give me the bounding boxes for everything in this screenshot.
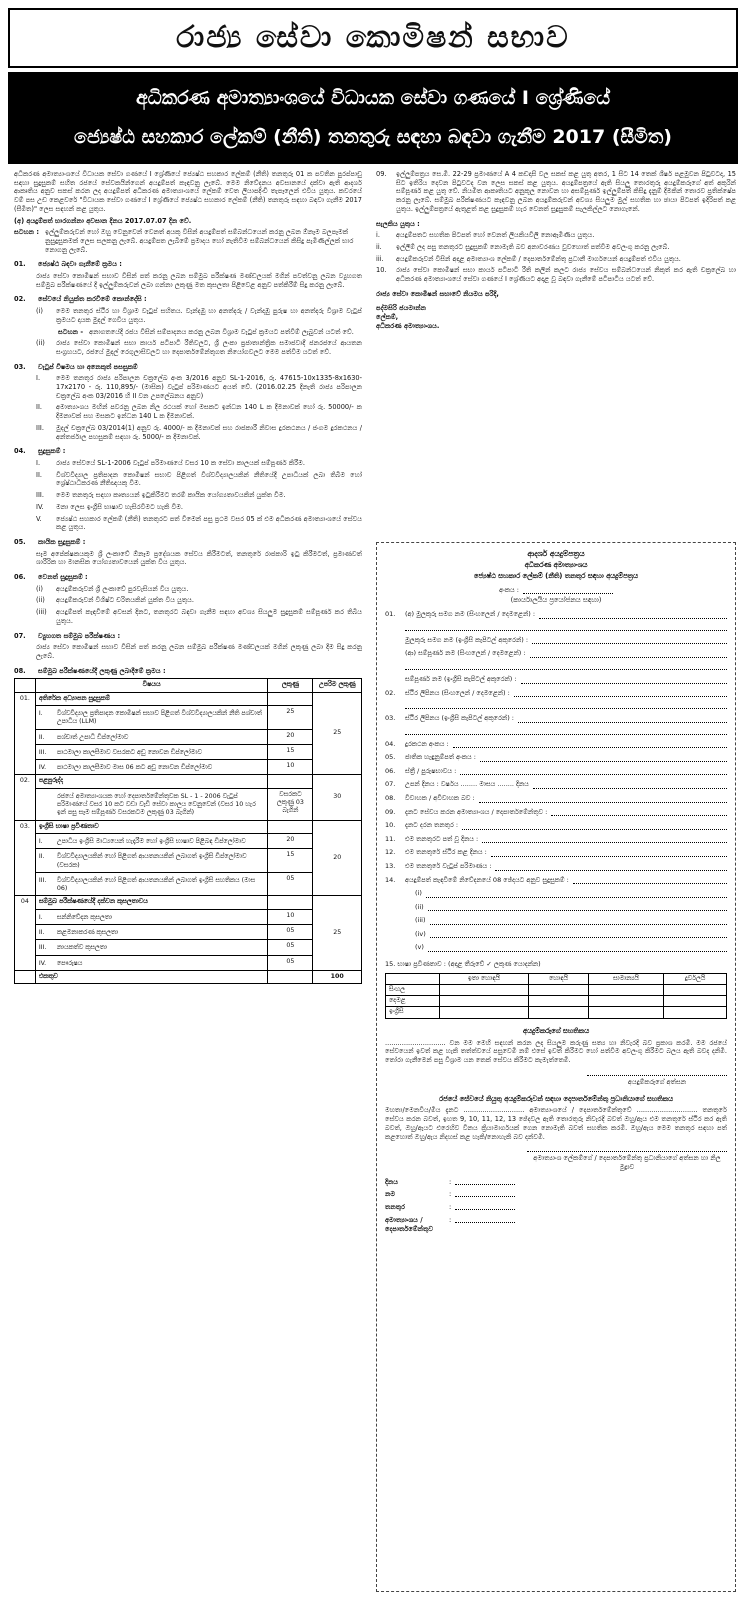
- qualification-item: III. මෙම තනතුරු සඳහා කෘත්‍යයන් ඉටුකිරීමට තරම් කායික යෝග්‍යතාවයකින් යුක්ත වීම.: [36, 491, 286, 500]
- language-check-cell[interactable]: [529, 996, 589, 1007]
- form-field-row: 09. දැනට සේවය කරන අමාත්‍යාංශය / දෙපාර්තමේන්තුව :: [385, 808, 727, 817]
- marks-cell: 05: [268, 924, 313, 939]
- form-field-row: 04. දුරකථන අංකය :: [385, 740, 727, 749]
- language-check-cell[interactable]: [588, 984, 663, 995]
- section-01-text: රාජ්‍ය සේවා කොමිෂන් සභාව විසින් පත් කරනු ලබන සම්මුඛ පරීක්ෂණ මණ්ඩලයක් මගින් පවත්වනු ලබන ව්‍යුහගත සම්මුඛ පරීක්ෂණයේ දී ඉල්ලුම්කරුවන් ලබා ගන්නා ලකුණු මත කුසලතා පිළිවෙළ අනුව පත්කිරීම් සිදු කරනු ලැබේ.: [36, 272, 362, 289]
- marks-table-row: II. කළමනාකරණ කුසලතා 05: [15, 924, 362, 939]
- marks-table-row: 03. ඉංග්‍රීසි භාෂා ප්‍රවීණතාව 20: [15, 820, 362, 833]
- form-field-continuation: [385, 728, 727, 735]
- section-03-item: III. මුදල් චක්‍රලේඛ 03/2014(1) අනුව රු. 4000/- ක දීමනාවක් සහ රාජකාරී නිවාස දුරකථනය / ජංගම දුරකථනය / අන්තර්ජාල පහසුකම් සඳහා රු. 5000/- ක දීමනාවක්.: [36, 423, 362, 441]
- form-field-row: 06. ස්ත්‍රී / පුරුෂභාවය :: [385, 767, 727, 776]
- notice-title-band: [8, 72, 738, 164]
- marks-cell: 25: [268, 705, 313, 729]
- form-field-row: (ආ) සම්පූර්ණ නම (සිංහලෙන් / දෙමළෙන්) :: [385, 649, 727, 658]
- bottom-field: තනතුර :: [385, 1203, 727, 1212]
- language-check-cell[interactable]: [664, 1007, 727, 1018]
- marks-table-header: උපරිම ලකුණු: [313, 679, 362, 692]
- language-table-header: [386, 973, 440, 984]
- form-field-row: 14. අයදුම්පත් කැඳවීමේ නිවේදනයේ 08 ඡේදයට අනුව සුදුසුකම් :: [385, 876, 727, 885]
- language-check-cell[interactable]: [439, 984, 529, 995]
- section-05-heading: 05. කායික සුදුසුකම් :: [14, 537, 86, 546]
- form-field-input[interactable]: [521, 677, 727, 684]
- form-field-row: 03. ස්ථිර ලිපිනය (ඉංග්‍රීසි කැපිටල් අකුරෙන්) :: [385, 714, 727, 723]
- form-field-input[interactable]: [530, 651, 727, 658]
- form-field-input[interactable]: [495, 864, 727, 871]
- bottom-field: අමාත්‍යාංශය / දෙපාර්තමේන්තුව :: [385, 1216, 727, 1233]
- other-qualification-item: (i) අයදුම්කරුවන් ශ්‍රී ලංකාවේ පුරවැසියන් විය යුතුය.: [36, 584, 189, 593]
- language-name: දෙමළ: [386, 996, 440, 1007]
- qualification-line: (v): [415, 943, 727, 952]
- section-07-text: රාජ්‍ය සේවා කොමිෂන් සභාව විසින් පත් කරනු ලබන සම්මුඛ පරීක්ෂණ මණ්ඩලයක් මගින් ලකුණු ලබා දීම සිදු කරනු ලැබේ.: [36, 643, 362, 660]
- bottom-field-input[interactable]: [455, 1216, 515, 1223]
- qualification-input[interactable]: [428, 945, 727, 952]
- language-check-cell[interactable]: [439, 1007, 529, 1018]
- certification-heading: අයදුම්කරුගේ සහතිකය: [522, 1026, 590, 1035]
- qualification-input[interactable]: [428, 904, 727, 911]
- language-table-header: හොඳයි: [529, 973, 589, 984]
- left-column: [14, 170, 362, 984]
- condition-item: 10. රාජ්‍ය සේවා කොමිෂන් සභා කාර්ය පටිපාටි රීති කලින් කලට රාජ්‍ය සේවය සම්බන්ධයෙන් නිකුත් කර ඇති චක්‍රලේඛ හා අධිකරණ අමාත්‍යාංශයේ සේවා ගණයේ I ශ්‍රේණියට අදාළ වූ බඳවා ගැනීමේ පටිපාටිය යටත් වේ.: [376, 266, 736, 284]
- form-ref-note: (කාර්යාලයීය ප්‍රයෝජනය සඳහා): [510, 596, 602, 605]
- form-field-continuation: [385, 663, 727, 670]
- section-03-item: II. අමාත්‍යාංශය මඟින් පවරනු ලබන නිල රථයක් හෝ මසකට ඉන්ධන 140 L ක දීමනාවක් හෝ රු. 50000/- ක දීමනාවක් සහ මසකට ඉන්ධන 140 L ක දීමනාවක්.: [36, 403, 362, 421]
- qualification-input[interactable]: [430, 931, 727, 938]
- form-field-input[interactable]: [479, 796, 727, 803]
- section-02-note: සටහන - අනාගතයේදී රජය විසින් සම්පාදනය කරනු ලබන විශ්‍රාම වැටුප් ක්‍රමයට පත්වීම් ලැබුවන් යටත් වේ.: [58, 327, 354, 336]
- form-field-row: 12. එම තනතුරේ ස්ථිර කළ දිනය :: [385, 848, 727, 857]
- qualification-item: II. විශ්වවිද්‍යාල ප්‍රතිපාදන කොමිෂන් සභාව පිළිගත් විශ්වවිද්‍යාලයකින් නීතියේදී උපාධියක් ලබා තිබීම හෝ ශ්‍රේෂ්ඨාධිකරණ නීතිඥයකු වීම.: [36, 470, 362, 488]
- other-qualification-item: (iii) අයදුම්පත් කැඳවීමේ අවසන් දිනට, තනතුරට බඳවා ගැනීම සඳහා අවශ්‍ය සියලුම සුදුසුකම් සම්පූර්ණ කර තිබිය යුතුය.: [36, 608, 362, 625]
- right-column: [376, 170, 736, 334]
- qualification-line: (iv): [415, 930, 727, 939]
- commission-title: රාජ්‍ය සේවා කොමිෂන් සභාව: [8, 8, 738, 68]
- qualification-item: V. ජ්‍යෙෂ්ඨ සහකාර ලේකම් (නීති) තනතුරට පත් වීමෙන් පසු ප්‍රථම වසර 05 ක් එම අධිකරණ අමාත්‍යාංශයේ සේවය කළ යුතුය.: [36, 514, 362, 532]
- form-field-row: 02. ස්ථිර ලිපිනය (සිංහලෙන් / දෙමළෙන්) :: [385, 689, 727, 698]
- form-ref-label: අංකය :: [499, 585, 519, 594]
- form-field-input[interactable]: [551, 809, 727, 816]
- language-name: සිංහල: [386, 984, 440, 995]
- language-table-header: දුර්වලයි: [664, 973, 727, 984]
- form-field-continuation: [385, 624, 727, 631]
- marks-cell: 15: [268, 849, 313, 873]
- form-field-input[interactable]: [462, 823, 727, 830]
- marks-table-row: II. විශ්වවිද්‍යාලයකින් හෝ පිළිගත් ආයතනයකින් ලබාගත් ඉංග්‍රීසි ඩිප්ලෝමාව (වසරක) 15: [15, 849, 362, 873]
- section-04-heading: 04. සුදුසුකම් :: [14, 447, 66, 456]
- marks-table-row: I. සන්නිවේදන කුසලතා 10: [15, 909, 362, 924]
- applicant-signature: අයදුම්කරුගේ අත්සන: [587, 1075, 727, 1087]
- form-field-row: 10. දැනට දරන තනතුර :: [385, 821, 727, 830]
- note-block: [14, 228, 362, 254]
- notice-item: 09. ඉල්ලුම්පත්‍රය සෙ.මී. 22-29 ප්‍රමාණයේ A 4 කඩදාසි වල සකස් කළ යුතු අතර, 1 සිට 14 තෙක් ශීර්ෂ පළමුවන පිටුවටද, 15 සිට ඉතිරිය දෙවන පිටුවටද වන ලෙස සකස් කළ යුතුය. අයදුම්පත්‍රයේ ඇති සියලු තොරතුරු අයදුම්කරුගේ අත් අකුරින් සම්පූර්ණ කළ යුතු වේ. නියමිත ආකෘතියට අනුකූල නොවන හා අසම්පූර්ණ ඉල්ලුම්පත් කිසිදු දැනුම් දීමකින් තොරව ප්‍රතික්ෂේප කරනු ලැබේ. සම්මුඛ පරීක්ෂණයට කැඳවනු ලබන අයදුම්කරුවන් අවශ්‍ය සියලුම මුල් සහතික හා ඡායා පිටපත් ඉදිරිපත් කළ යුතුය. ඉල්ලුම්පත්‍රයේ ඇතුළත් කළ සුදුසුකම් හැර වෙනත් සුදුසුකම් සැලකිල්ලට නොගැනේ.: [376, 170, 736, 213]
- certification-text: ............................. වන මම මෙහි සඳහන් කරන ලද සියලුම කරුණු සත්‍ය හා නිවැරදි බව ප්‍රකාශ කරමි. මම රජයේ සේවයෙන් ඉවත් කළ හැකි තත්ත්වයේ පසුවෙමි නම් එසේ ඉවත් කිරීමට හෝ පත්වීම අවලංගු කිරීමට බලය ඇති බවද දනිමි. තෝරා ගැනීමෙන් පසු විශ්‍රාම යන තෙක් සේවය කිරීමට කැමැත්තෙමි.: [385, 1038, 727, 1065]
- qualification-line: (iii): [415, 916, 727, 925]
- language-table-header: ඉතා හොඳයි: [439, 973, 529, 984]
- notice-title-line2: ජ්‍යෙෂ්ඨ සහකාර ලේකම් (නීති) තනතුරු සඳහා බඳවා ගැනීම 2017 (සීමිත): [74, 126, 672, 149]
- form-field-row: 05. ජාතික හැඳුනුම්පත් අංකය :: [385, 753, 727, 762]
- language-check-cell[interactable]: [588, 996, 663, 1007]
- qualification-item: I. රාජ්‍ය සේවයේ SL-1-2006 වැටුප් පරිමාණයේ වසර 10 ක සේවා කාලයක් සම්පූර්ණ කිරීම.: [36, 458, 305, 467]
- dept-head-certification-heading: රජයේ සේවයේ නියුතු අයදුම්කරුවන් සඳහා දෙපාර්තමේන්තු ප්‍රධානියාගේ සහතිකය: [439, 1094, 673, 1103]
- marks-table-header: විෂයය: [35, 679, 268, 692]
- language-table-header: සාමාන්‍යයි: [588, 973, 663, 984]
- form-field-row: මුලකුරු සමග නම (ඉංග්‍රීසි කැපිටල් අකුරෙන්) :: [385, 636, 727, 645]
- marks-cell: 10: [268, 909, 313, 924]
- qualification-input[interactable]: [430, 918, 728, 925]
- max-marks: 20: [313, 820, 362, 896]
- marks-cell: 05: [268, 872, 313, 896]
- marks-table-row: 02. පළපුරුද්ද 30: [15, 775, 362, 788]
- marks-table-row: IV. පාඨමාලා කාලසීමාව මාස 06 කට අඩු නොවන ඩිප්ලෝමාව 10: [15, 760, 362, 775]
- model-application-form: [376, 542, 736, 1592]
- section-05-text: සෑම අපේක්ෂකයකුම ශ්‍රී ලංකාවේ ඕනෑම ප්‍රදේශයක සේවය කිරීමටත්, තනතුරේ රාජකාරි ඉටු කිරීමටත්, ප්‍රමාණවත් ශාරීරික හා මානසික යෝග්‍යතාවයෙන් යුක්ත විය යුතුය.: [36, 549, 362, 567]
- marks-cell: 10: [268, 760, 313, 775]
- form-field-row: 01. (අ) මුලකුරු සමග නම (සිංහලෙන් / දෙමළෙන්) :: [385, 610, 727, 619]
- condition-item: iii. අයදුම්කරුවන් විසින් අදාළ අමාත්‍යාංශ ලේකම් / දෙපාර්තමේන්තු ප්‍රධානී මාර්ගයෙන් අයදුම්පත් එවිය යුතුය.: [376, 254, 681, 263]
- qualification-line: (ii): [415, 903, 727, 912]
- form-field-row: සම්පූර්ණ නම (ඉංග්‍රීසි කැපිටල් අකුරෙන්) :: [385, 675, 727, 684]
- marks-cell: 20: [268, 833, 313, 848]
- max-marks: 25: [313, 896, 362, 970]
- section-03-item: I. මෙම තනතුර රාජ්‍ය පරිපාලන චක්‍රලේඛ අංක 3/2016 අනුව SL-1-2016, රු. 47615-10x1335-8x1630-17x2170 - රු. 110,895/- (මාසික) වැටුප් පරිමාණයට අයත් වේ. (2016.02.25 දිනැති රාජ්‍ය පරිපාලන චක්‍රලේඛ අංක 03/2016 හි II වන උපලේඛනය අනුව): [36, 374, 362, 400]
- language-check-cell[interactable]: [664, 984, 727, 995]
- marks-cell: 05: [268, 955, 313, 970]
- language-check-cell[interactable]: [439, 996, 529, 1007]
- conditions-heading: සැලකිය යුතුය :: [376, 219, 420, 228]
- language-table: [385, 973, 727, 1019]
- qualification-item: IV. මනා ලෙස ඉංග්‍රීසි භාෂාව හැසිරවීමට හැකි වීම.: [36, 502, 184, 511]
- bottom-field: නම :: [385, 1190, 727, 1199]
- qualification-line: (i): [415, 889, 727, 898]
- marks-table-row: III. නායකත්ව කුසලතා 05: [15, 940, 362, 955]
- form-field-row: 07. උපන් දිනය : වර්ෂය ........ මාසය ........ දිනය: [385, 780, 727, 789]
- marks-cell: 20: [268, 729, 313, 744]
- section-02-item: (ii) රාජ්‍ය සේවා කොමිෂන් සභා කාර්ය පටිපාටි රීතිවලට, ශ්‍රී ලංකා ප්‍රජාතාන්ත්‍රික සමාජවාදී ජනරජයේ ආයතන සංග්‍රහයට, රජයේ මුදල් රෙගුලාසිවලට හා දෙපාර්තමේන්තුගත නියෝගවලට මෙම පත්වීම යටත් වේ.: [36, 339, 362, 356]
- form-field-input[interactable]: [460, 768, 727, 775]
- form-field-row: 13. එම තනතුරේ වැටුප් පරිමාණය :: [385, 862, 727, 871]
- section-02-heading: 02. සේවයේ නියුක්ත කරවීමේ කොන්දේසි :: [14, 295, 147, 304]
- form-field-input[interactable]: [491, 850, 727, 857]
- form-field-row: 08. විවාහක / අවිවාහක බව :: [385, 794, 727, 803]
- bottom-field: දිනය :: [385, 1178, 727, 1187]
- marks-total-row: එකතුව 100: [15, 970, 362, 983]
- marks-table-row: 01. අතිරේක අධ්‍යාපන සුදුසුකම් 25: [15, 692, 362, 705]
- marks-table-row: රජයේ අමාත්‍යාංශයක හෝ දෙපාර්තමේන්තුවක SL - 1 - 2006 වැටුප් පරිමාණයේ වසර 10 කට වඩා වැඩි සේවා කාලය වෙනුවෙන් (වසර 10 හැර ඉන් පසු සෑම සම්පූර්ණ වසරකටම ලකුණු 03 බැගින්) වසරකට ලකුණු 03 බැගින්: [15, 788, 362, 820]
- language-check-cell[interactable]: [664, 996, 727, 1007]
- marks-table: [14, 678, 362, 984]
- section-08-heading: 08. සම්මුඛ පරීක්ෂණයේදී ලකුණු ලබාදීමේ ක්‍රමය :: [14, 666, 166, 675]
- form-field-input[interactable]: [514, 690, 727, 697]
- condition-item: i. අයදුම්පතට සහතික පිටපත් හෝ වෙනත් ලියකියවිලි නොඇමිණිය යුතුය.: [376, 231, 595, 240]
- signer-title: ලේකම්,: [376, 313, 399, 322]
- marks-cell: 15: [268, 744, 313, 759]
- language-check-cell[interactable]: [588, 1007, 663, 1018]
- form-field-input[interactable]: [480, 755, 727, 762]
- closing-date: (අ) අයදුම්පත් භාරගන්නා අවසාන දිනය 2017.07.07 දින වේ.: [14, 216, 192, 225]
- section-02-item: (i) මෙම තනතුර ස්ථිර හා විශ්‍රාම වැටුප් සහිතය. වැන්දඹු හා අනත්දරු / වැන්දඹු පුරුෂ හා අනත්දරු විශ්‍රාම වැටුප් ක්‍රමයට දායක මුදල් ගෙවිය යුතුය.: [36, 307, 362, 324]
- marks-table-row: III. විශ්වවිද්‍යාලයකින් හෝ පිළිගත් ආයතනයකින් ලබාගත් ඉංග්‍රීසි සහතිකය (මාස 06) 05: [15, 872, 362, 896]
- marks-table-row: III. පාඨමාලා කාලසීමාව වසරකට අඩු නොවන ඩිප්ලෝමාව 15: [15, 744, 362, 759]
- signer-name: පද්මසිරි ජයමාන්න: [376, 304, 426, 313]
- marks-table-row: I. විශ්වවිද්‍යාල ප්‍රතිපාදන කොමිෂන් සභාව පිළිගත් විශ්වවිද්‍යාලයකින් නීති පශ්චාත් උපාධිය (LLM) 25: [15, 705, 362, 729]
- bottom-field-input[interactable]: [455, 1178, 515, 1185]
- language-name: ඉංග්‍රීසි: [386, 1007, 440, 1018]
- note-key: සටහන :: [14, 228, 39, 237]
- form-field-input[interactable]: [533, 782, 727, 789]
- condition-item: ii. ඉල්ලීම් ලද පසු තනතුරට සුදුසුකම් නොමැති බව අනාවරණය වුවහොත් පත්වීම අවලංගු කරනු ලැබේ.: [376, 242, 670, 251]
- note-text: ඉල්ලුම්කරුවන් හෝ ඔහු වෙනුවෙන් වෙනත් අයකු විසින් අයදුම්පත් සම්බන්ධයෙන් කරනු ලබන ඕනෑම බලපෑමක් නුසුදුසුකමක් ලෙස සලකනු ලැබේ. අයදුම්පත ලැබීමේ ප්‍රමාදය හෝ නැතිවීම සම්බන්ධයෙන් කිසිදු පැමිණිල්ලක් භාර නොගනු ලැබේ.: [44, 228, 354, 254]
- dept-head-signature: අමාත්‍යාංශ ලේකම්ගේ / දෙපාර්තමේන්තු ප්‍රධානියාගේ අත්සන හා නිල මුද්‍රාව: [527, 1151, 727, 1171]
- intro-paragraph: අධිකරණ අමාත්‍යාංශයේ විධායක සේවා ගණයේ I ශ්‍රේණියේ ජ්‍යෙෂ්ඨ සහකාර ලේකම් (නීති) තනතුරු 01 ක පවතින පුරප්පාඩු සඳහා සුදුසුකම් සහිත රජයේ සේවකයින්ගෙන් අයදුම්පත් කැඳවනු ලැබේ. මෙම නිවේදනය අවසානයේ දක්වා ඇති ආදර්ශ ආකෘතිය අනුව සකස් කරන ලද අයදුම්පත් අධිකරණ අමාත්‍යාංශයේ ලේකම් වෙත ලියාපදිංචි තැපෑලෙන් එවිය යුතුය. කවරයේ වම් පස උඩ කෙළවරේ "විධායක සේවා ගණයේ I ශ්‍රේණියේ ජ්‍යෙෂ්ඨ සහකාර ලේකම් (නීති) තනතුරු සඳහා බඳවා ගැනීම 2017 (සීමිත)" ලෙස සඳහන් කළ යුතුය.: [14, 170, 362, 213]
- form-org: අධිකරණ අමාත්‍යාංශය: [524, 560, 588, 569]
- section-03-heading: 03. වැටුප් විෂමය හා අනෙකුත් පසසුකම්: [14, 362, 138, 371]
- form-field-input[interactable]: [518, 716, 727, 723]
- signer-org: අධිකරණ අමාත්‍යාංශය.: [376, 321, 440, 330]
- qualification-input[interactable]: [426, 891, 727, 898]
- language-check-cell[interactable]: [529, 1007, 589, 1018]
- marks-cell: වසරකට ලකුණු 03 බැගින්: [268, 788, 313, 820]
- order-line: රාජ්‍ය සේවා කොමිෂන් සභාවේ නියමය පරිදි,: [376, 289, 499, 298]
- marks-table-header: ලකුණු: [268, 679, 313, 692]
- other-qualification-item: (ii) අයදුම්කරුවන් විශිෂ්ට චරිතයකින් යුක්ත විය යුතුය.: [36, 596, 194, 605]
- bottom-field-input[interactable]: [455, 1190, 515, 1197]
- dept-head-certification-text: මහතා/මෙනවිය/මිය දැනට ............................. අමාත්‍යාංශයේ / දෙපාර්තමේන්තුවේ ............................. තනතුරේ සේවය කරන බවත්, ඉහත 9, 10, 11, 12, 13 ඡේදවල ඇති තොරතුරු නිවැරදි බවත් ඔහු/ඇය එම තනතුරේ ස්ථිර කර ඇති බවත්, ඔහු/ඇයට එරෙහිව විනය ක්‍රියාමාර්ගයක් ගෙන නොමැති බවත් සහතික කරමි. ඔහු/ඇය මෙම තනතුර සඳහා පත් කළහොත් ඔහු/ඇය නිදහස් කළ හැකි/නොහැකි බව දන්වමි.: [385, 1106, 727, 1141]
- form-subtitle: ජ්‍යෙෂ්ඨ සහකාර ලේකම් (නීති) තනතුර සඳහා අයදුම්පත්‍රය: [473, 571, 639, 580]
- form-title: ආදර්ශ අයදුම්පත්‍රය: [527, 549, 585, 558]
- section-06-heading: 06. වෙනත් සුදුසුකම් :: [14, 573, 88, 582]
- marks-table-row: I. උපාධිය ඉංග්‍රීසි මාධ්‍යයෙන් හැදෑරීම හෝ ඉංග්‍රීසි භාෂාව පිළිබඳ ඩිප්ලෝමාව 20: [15, 833, 362, 848]
- marks-cell: 05: [268, 940, 313, 955]
- section-07-heading: 07. ව්‍යුහගත සම්මුඛ පරීක්ෂණය :: [14, 631, 121, 640]
- bottom-field-input[interactable]: [455, 1203, 515, 1210]
- section-01-heading: 01. ජ්‍යෙෂ්ඨ බඳවා ගැනීමේ ක්‍රමය :: [14, 260, 122, 269]
- form-field-row: 11. එම තනතුරට පත් වූ දිනය :: [385, 835, 727, 844]
- form-field-input[interactable]: [453, 741, 727, 748]
- max-marks: 25: [313, 692, 362, 775]
- form-field-input[interactable]: [532, 637, 727, 644]
- form-field-continuation: [385, 702, 727, 709]
- form-field-input[interactable]: [482, 836, 727, 843]
- notice-title-line1: අධිකරණ අමාත්‍යාංශයේ විධායක සේවා ගණයේ I ශ්‍රේණියේ: [135, 87, 611, 109]
- language-check-cell[interactable]: [529, 984, 589, 995]
- form-field-input[interactable]: [573, 877, 727, 884]
- form-field-input[interactable]: [539, 612, 727, 619]
- marks-table-row: II. පශ්චාත් උපාධි ඩිප්ලෝමාව 20: [15, 729, 362, 744]
- max-marks: 30: [313, 775, 362, 820]
- language-label: 15. භාෂා ප්‍රවීණතාව : (අදාළ තීරුවේ ✓ ලකුණ යොදන්න): [385, 959, 541, 968]
- marks-table-row: IV. පෞරුෂය 05: [15, 955, 362, 970]
- marks-table-row: 04 සම්මුඛ පරීක්ෂණයේදී දක්වන කුසලතාවය 25: [15, 896, 362, 909]
